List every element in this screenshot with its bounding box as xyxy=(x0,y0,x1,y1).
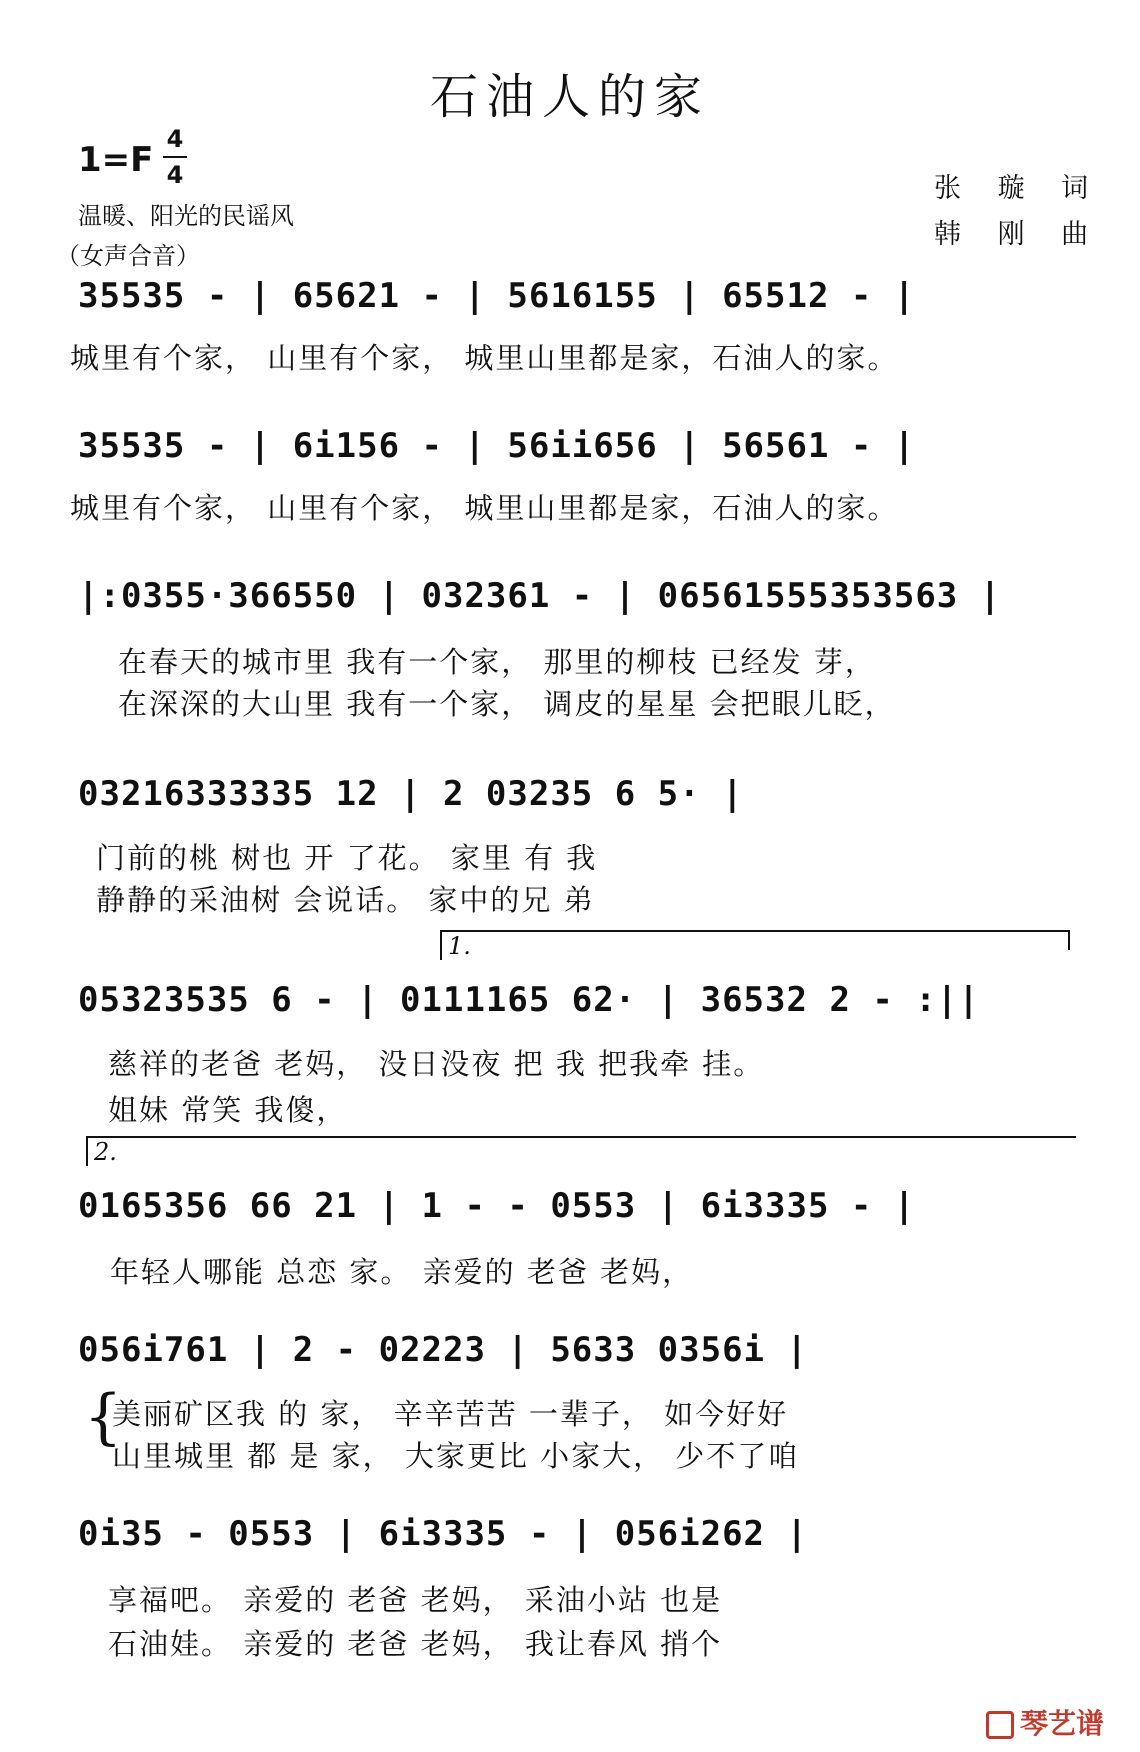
notation-line-8: 0i35 - 0553 | 6i3335 - | 056i262 | xyxy=(78,1514,808,1554)
lyric-line-8a: 享福吧。 亲爱的 老爸 老妈， 采油小站 也是 xyxy=(108,1583,723,1617)
lyric-line-3b: 在深深的大山里 我有一个家， 调皮的星星 会把眼儿眨， xyxy=(118,687,896,721)
lyric-line-7a: 美丽矿区我 的 家， 辛辛苦苦 一辈子， 如今好好 xyxy=(112,1397,789,1431)
style-marking: 温暖、阳光的民谣风 xyxy=(78,202,294,230)
lyric-line-2: 城里有个家， 山里有个家， 城里山里都是家，石油人的家。 xyxy=(70,491,899,525)
first-ending-label: 1. xyxy=(448,932,471,960)
lyricist-credit: 张 璇 词 xyxy=(934,173,1103,204)
second-ending-label: 2. xyxy=(94,1138,117,1166)
time-signature xyxy=(160,124,190,190)
second-ending-bracket xyxy=(86,1136,1076,1138)
notation-line-1: 35535 - | 65621 - | 5616155 | 65512 - | xyxy=(78,276,916,316)
notation-line-4: 03216333335 12 | 2 03235 6 5· | xyxy=(78,774,744,814)
watermark-logo-icon xyxy=(986,1711,1014,1739)
lyric-line-1: 城里有个家， 山里有个家， 城里山里都是家，石油人的家。 xyxy=(70,341,899,375)
second-ending-left-edge xyxy=(86,1136,88,1166)
lyric-line-4a: 门前的桃 树也 开 了花。 家里 有 我 xyxy=(96,841,598,875)
watermark-text: 琴艺谱 xyxy=(1019,1707,1104,1740)
lyric-line-5b: 姐妹 常笑 我傻， xyxy=(108,1093,348,1127)
first-ending-left-edge xyxy=(440,930,442,960)
lyric-line-8b: 石油娃。 亲爱的 老爸 老妈， 我让春风 捎个 xyxy=(108,1627,723,1661)
notation-line-2: 35535 - | 6i156 - | 56ii656 | 56561 - | xyxy=(78,426,916,466)
notation-line-6: 0165356 66 21 | 1 - - 0553 | 6i3335 - | xyxy=(78,1186,916,1226)
first-ending-bracket xyxy=(440,930,1070,932)
lyric-line-7b: 山里城里 都 是 家， 大家更比 小家大， 少不了咱 xyxy=(112,1439,800,1473)
verse-brace: { xyxy=(84,1382,123,1452)
lyric-line-4b: 静静的采油树 会说话。 家中的兄 弟 xyxy=(96,883,595,917)
lyric-line-5a: 慈祥的老爸 老妈， 没日没夜 把 我 把我牵 挂。 xyxy=(108,1047,765,1081)
voicing-marking: （女声合音） xyxy=(56,242,200,270)
notation-line-3: |:0355·366550 | 032361 - | 06561555353563 | xyxy=(78,576,1002,616)
first-ending-right-edge xyxy=(1068,930,1070,950)
notation-line-7: 056i761 | 2 - 02223 | 5633 0356i | xyxy=(78,1330,808,1370)
lyric-line-6: 年轻人哪能 总恋 家。 亲爱的 老爸 老妈， xyxy=(110,1255,694,1289)
notation-line-5: 05323535 6 - | 0111165 62· | 36532 2 - :|| xyxy=(78,980,980,1020)
time-sig-top: 4 xyxy=(166,125,184,153)
composer-credit: 韩 刚 曲 xyxy=(934,219,1103,250)
time-sig-bottom: 4 xyxy=(166,161,184,189)
watermark xyxy=(986,1702,1104,1742)
song-title: 石油人的家 xyxy=(429,69,710,125)
lyric-line-3a: 在春天的城市里 我有一个家， 那里的柳枝 已经发 芽， xyxy=(118,645,876,679)
key-signature: 1=F xyxy=(78,140,154,180)
fraction-bar xyxy=(163,156,187,158)
